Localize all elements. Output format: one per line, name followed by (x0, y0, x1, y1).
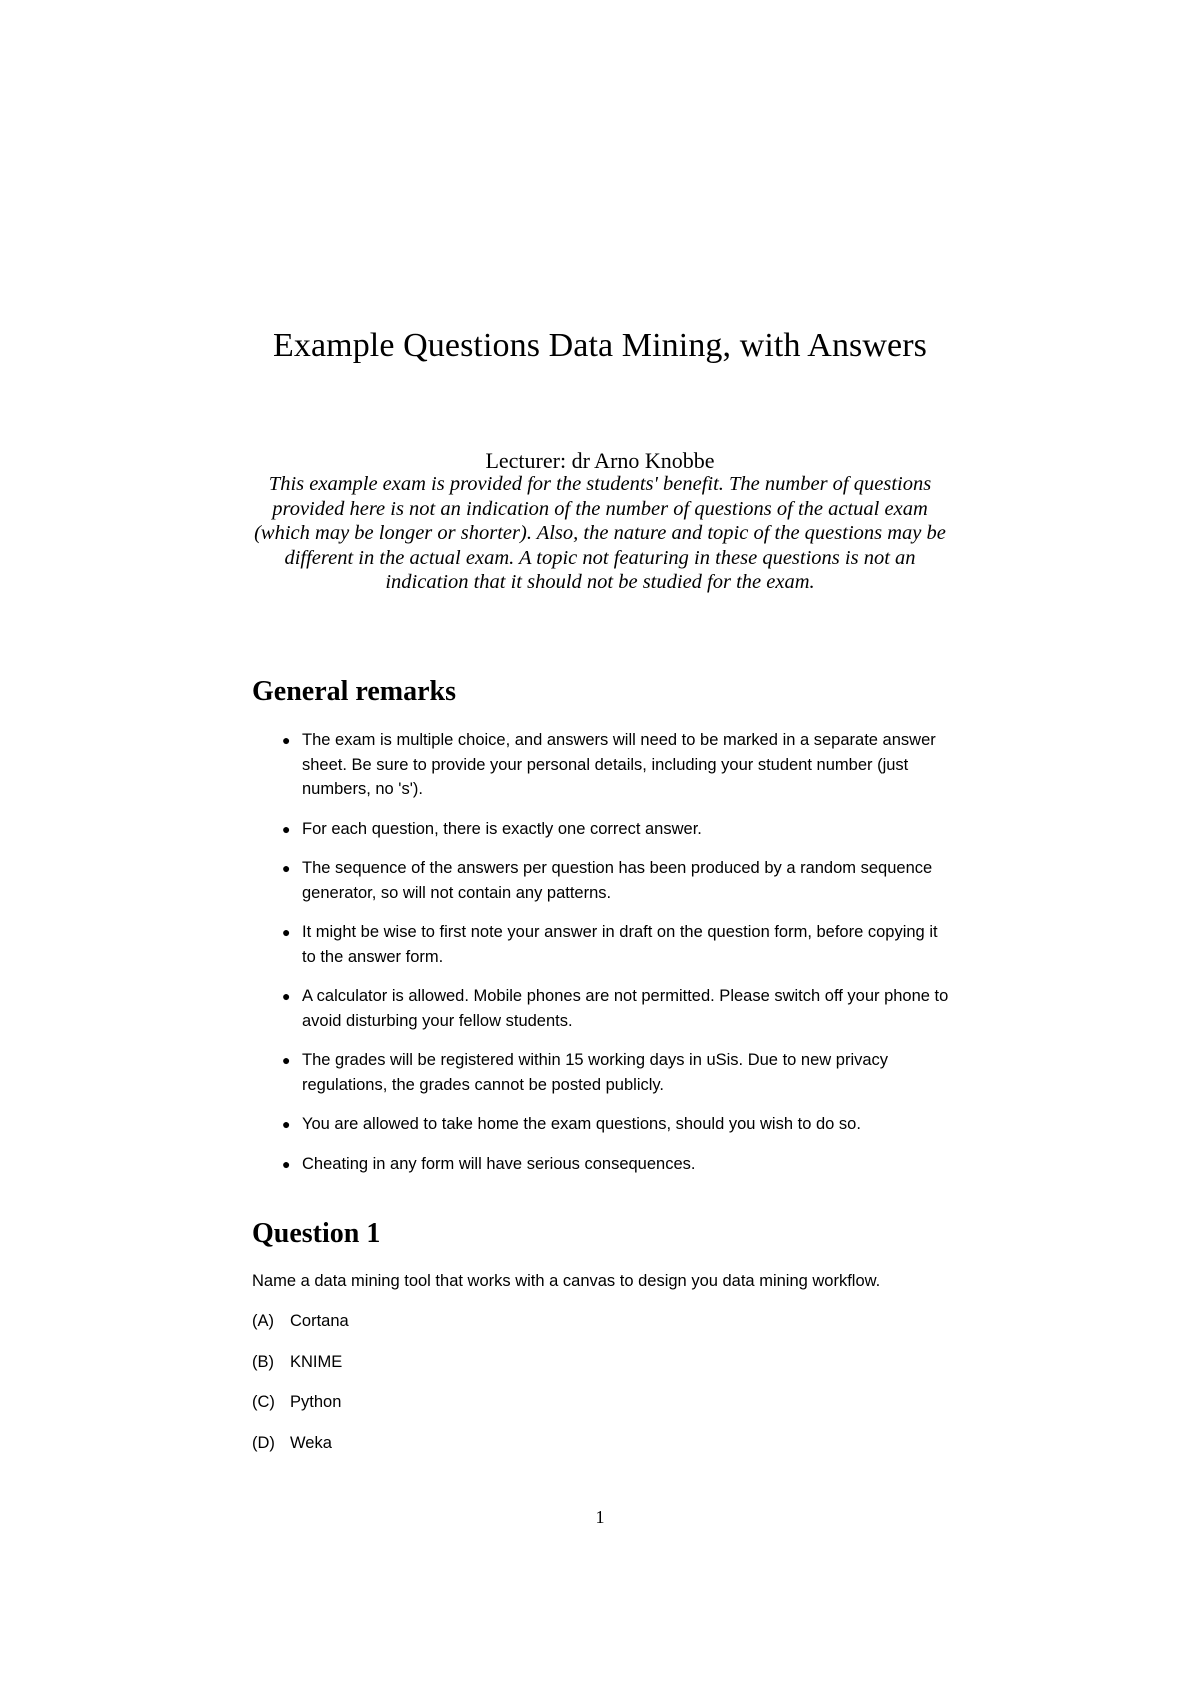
remark-item (252, 1152, 952, 1177)
remark-item (252, 728, 952, 802)
bullet-icon: ● (282, 1116, 291, 1132)
bullet-icon: ● (282, 1052, 291, 1068)
question-1-text: Name a data mining tool that works with a canvas to design you data mining workflow. (252, 1272, 881, 1290)
remark-item (252, 984, 952, 1033)
question-1-heading: Question 1 (252, 1218, 381, 1249)
option-text: Cortana (290, 1312, 349, 1330)
bullet-icon: ● (282, 924, 291, 940)
option-text: KNIME (290, 1352, 343, 1371)
bullet-icon: ● (282, 860, 291, 876)
lecturer-line: Lecturer: dr Arno Knobbe (485, 448, 715, 473)
remark-text: For each question, there is exactly one correct answer. (302, 819, 702, 838)
option-c (252, 1390, 952, 1431)
disclaimer-paragraph: This example exam is provided for the students' benefit. The number of questions provided here is not an indication of the number of questions of the actual exam (which may be longer or shorter). Also, the nature and topic of the questions may be different in the actual exam. A topic not featuring in these questions is not an indication that it should not be studied for the exam. (254, 473, 946, 593)
remark-text: You are allowed to take home the exam questions, should you wish to do so. (302, 1115, 861, 1133)
general-remarks-list (252, 728, 952, 1191)
option-b (252, 1350, 952, 1391)
bullet-icon: ● (282, 988, 291, 1004)
remark-item (252, 817, 952, 842)
option-letter: (C) (252, 1393, 275, 1411)
remark-item (252, 856, 952, 905)
option-d (252, 1431, 952, 1472)
remark-item (252, 1048, 952, 1097)
general-remarks-heading: General remarks (252, 676, 456, 707)
bullet-icon: ● (282, 1155, 291, 1172)
remark-text: The sequence of the answers per question has been produced by a random sequence generator, so will not contain any patterns. (302, 859, 933, 902)
page-number: 1 (595, 1507, 605, 1527)
option-text: Python (290, 1393, 342, 1411)
remark-text: The grades will be registered within 15 working days in uSis. Due to new privacy regulations, the grades cannot be posted publicly. (302, 1051, 889, 1094)
option-text: Weka (290, 1433, 332, 1452)
bullet-icon: ● (282, 732, 291, 748)
remark-text: A calculator is allowed. Mobile phones are not permitted. Please switch off your phone to avoid disturbing your fellow students. (302, 987, 949, 1030)
remark-text: Cheating in any form will have serious consequences. (302, 1154, 696, 1173)
question-1-options (252, 1309, 952, 1471)
remark-item (252, 920, 952, 969)
remark-text: It might be wise to first note your answer in draft on the question form, before copying it to the answer form. (302, 923, 938, 966)
option-a (252, 1309, 952, 1350)
remark-item (252, 1112, 952, 1137)
option-letter: (A) (252, 1312, 274, 1330)
remark-text: The exam is multiple choice, and answers will need to be marked in a separate answer sheet. Be sure to provide your personal details, including your student number (just numbers, no 's'). (302, 731, 936, 798)
option-letter: (D) (252, 1433, 275, 1452)
bullet-icon: ● (282, 820, 291, 837)
document-title: Example Questions Data Mining, with Answers (272, 327, 927, 364)
option-letter: (B) (252, 1352, 274, 1371)
